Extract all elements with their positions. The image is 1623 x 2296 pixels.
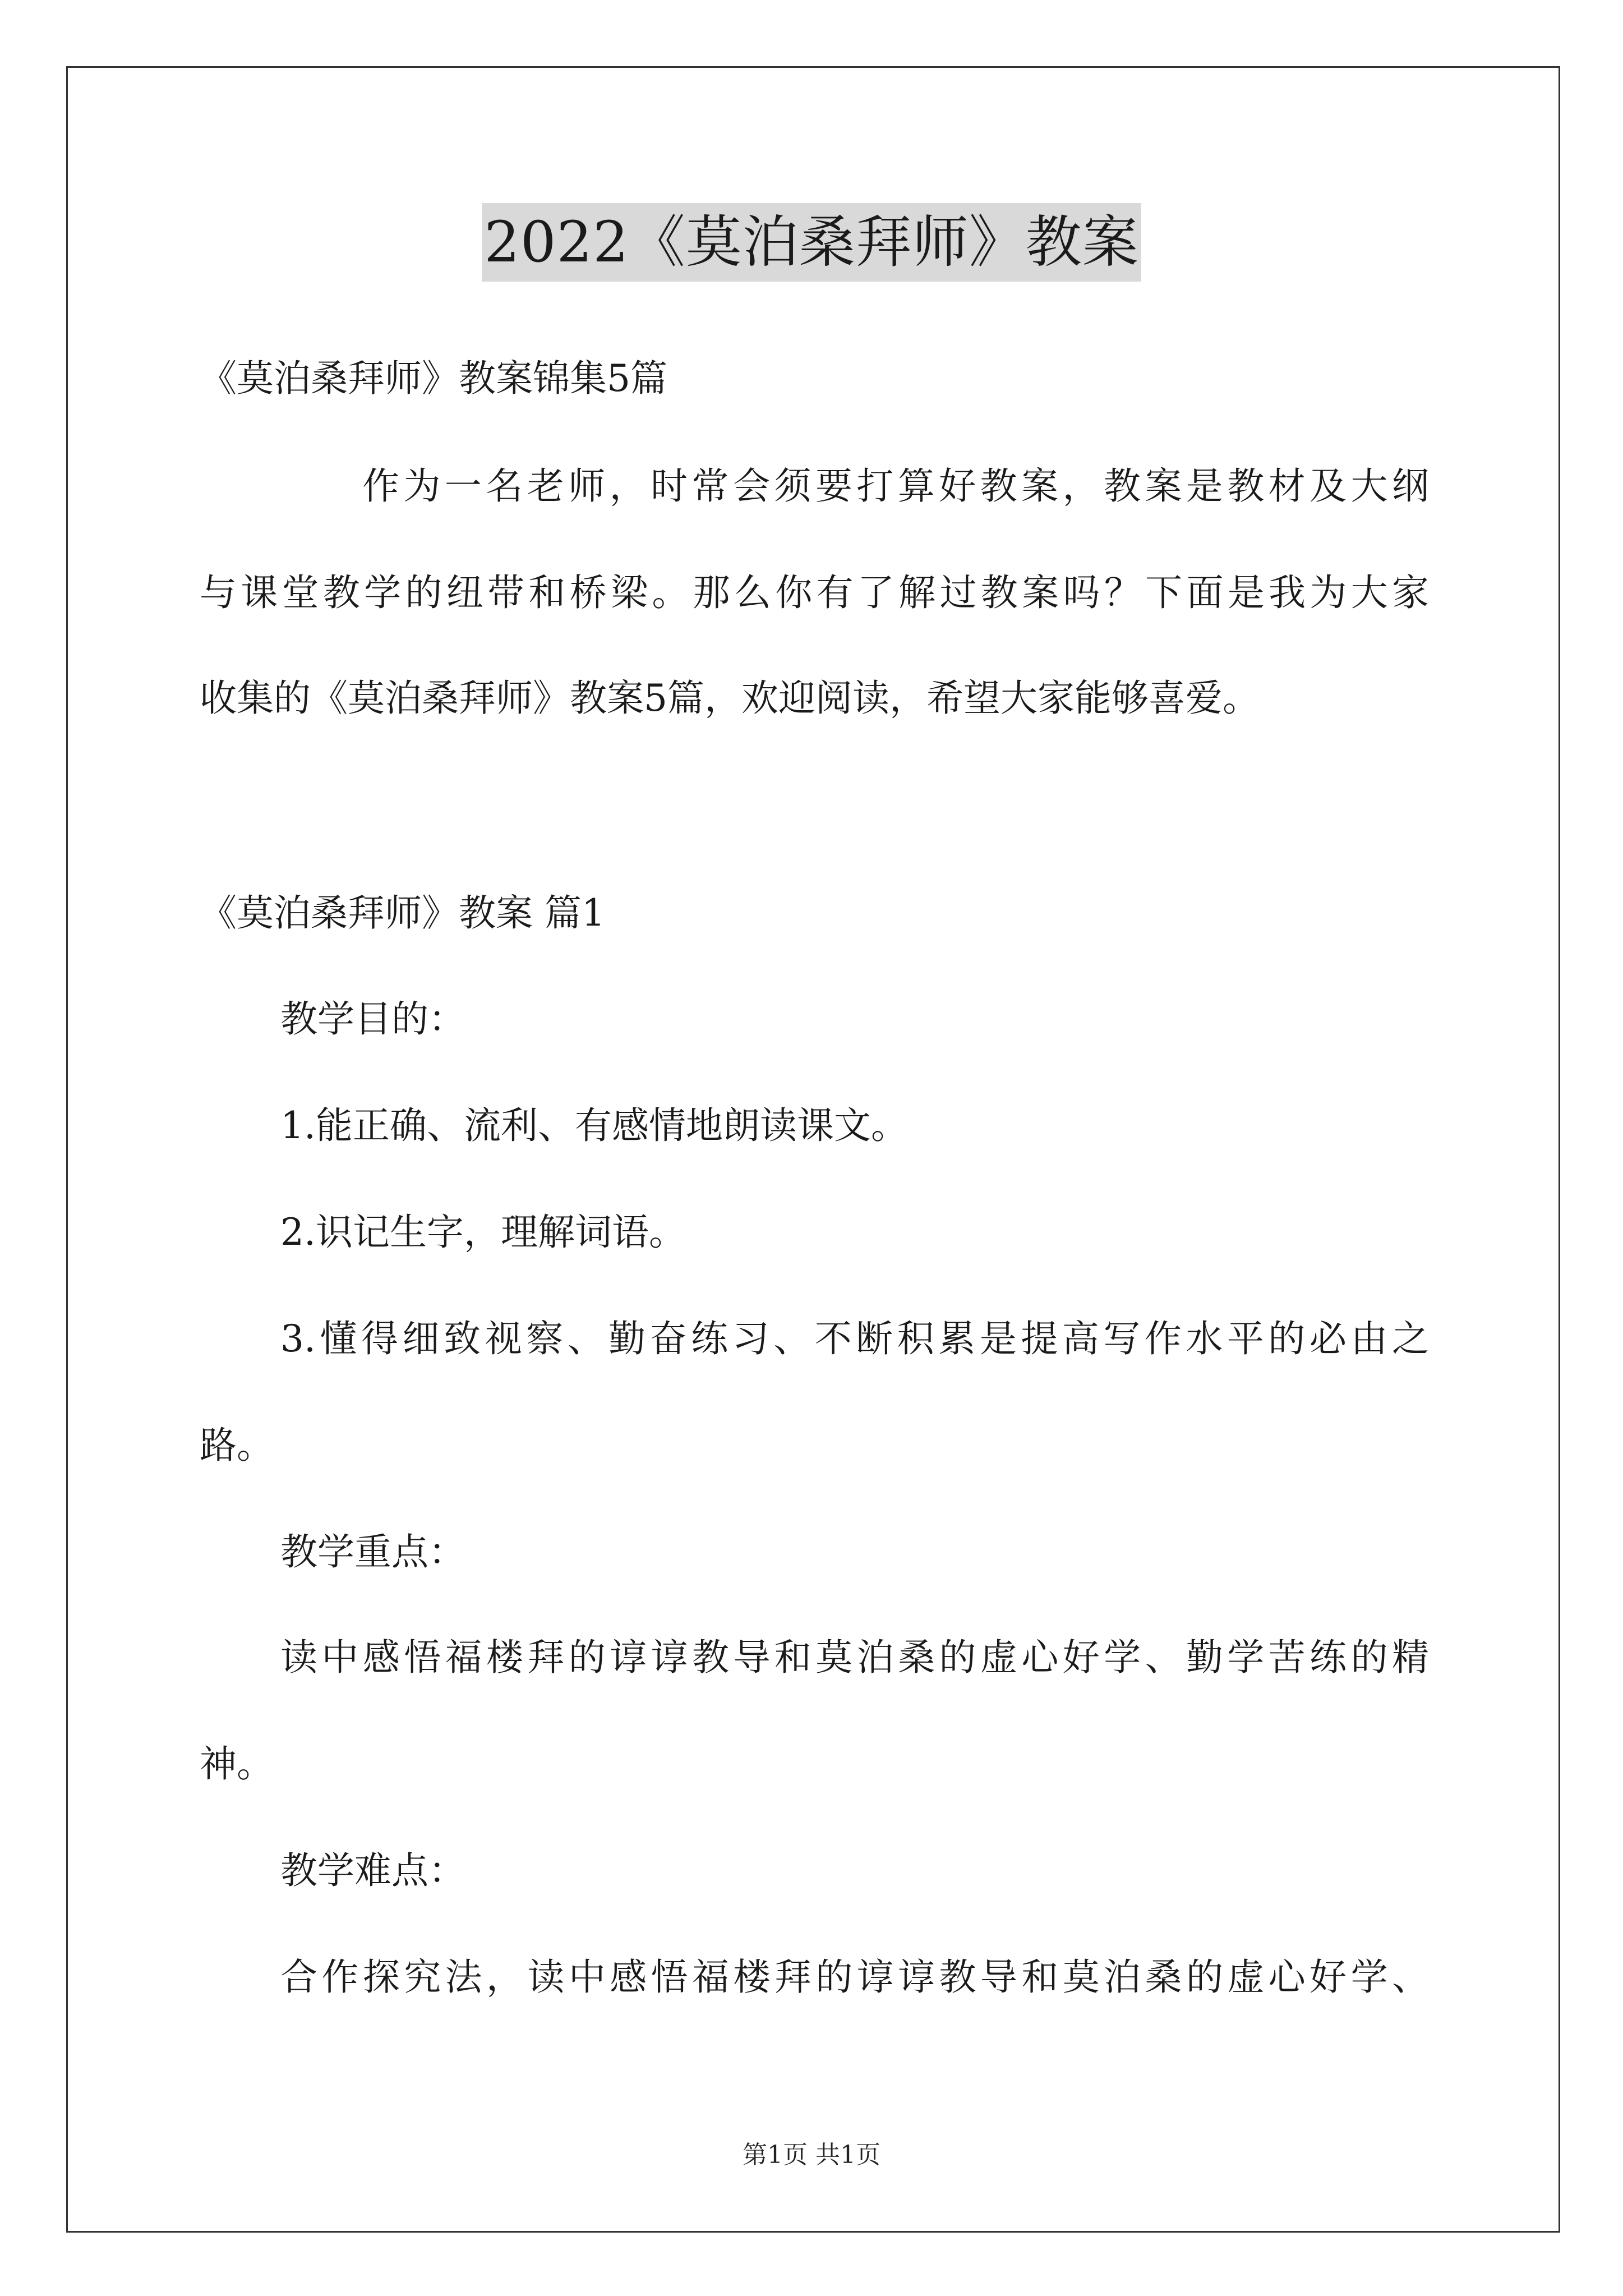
- subtitle: 《莫泊桑拜师》教案锦集5篇: [200, 357, 667, 400]
- key-points-label: 教学重点：: [280, 1530, 465, 1573]
- intro-line-1: 作为一名老师，时常会须要打算好教案，教案是教材及大纲: [362, 464, 1429, 508]
- key-points-text: 读中感悟福楼拜的谆谆教导和莫泊桑的虚心好学、勤学苦练的精: [280, 1636, 1429, 1679]
- goal-item-2: 2.识记生字，理解词语。: [280, 1211, 686, 1254]
- difficulty-text: 合作探究法，读中感悟福楼拜的谆谆教导和莫泊桑的虚心好学、: [280, 1955, 1429, 1999]
- goal-item-3-continued: 路。: [200, 1424, 274, 1467]
- goal-item-1: 1.能正确、流利、有感情地朗读课文。: [280, 1104, 908, 1147]
- document-title: 2022《莫泊桑拜师》教案: [482, 203, 1141, 282]
- page-footer: 第1页 共1页: [743, 2141, 880, 2169]
- difficulty-label: 教学难点：: [280, 1849, 465, 1892]
- goal-item-3: 3.懂得细致视察、勤奋练习、不断积累是提高写作水平的必由之: [280, 1317, 1429, 1360]
- title-container: [0, 203, 1623, 282]
- intro-line-2: 与课堂教学的纽带和桥梁。那么你有了解过教案吗？下面是我为大家: [200, 571, 1429, 614]
- key-points-text-continued: 神。: [200, 1742, 274, 1786]
- section-heading: 《莫泊桑拜师》教案 篇1: [200, 891, 605, 935]
- goals-label: 教学目的：: [280, 997, 465, 1041]
- intro-line-3: 收集的《莫泊桑拜师》教案5篇，欢迎阅读，希望大家能够喜爱。: [200, 677, 1260, 720]
